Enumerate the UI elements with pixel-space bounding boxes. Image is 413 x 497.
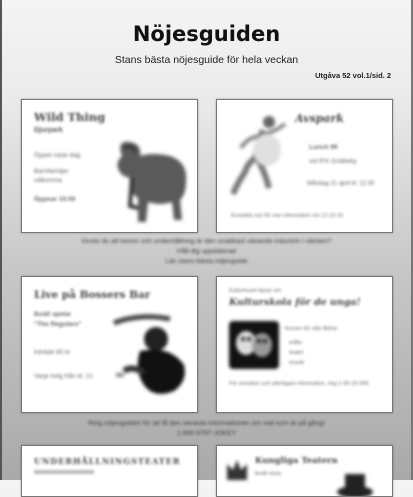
ad-line: Måndag 21 april kl. 12:30 [307, 181, 375, 187]
ad-line: Varje helg från kl. 21 [34, 373, 94, 380]
page-title: Nöjesguiden [132, 22, 281, 46]
ad-line: måla [289, 340, 302, 346]
ad-line: teater [289, 350, 304, 356]
band-line: 1-900-5797-JOKEY [176, 430, 237, 437]
ad-line: Barnfamiljer välkomna [34, 168, 69, 184]
page-edge-left [0, 0, 2, 480]
footballer-illustration [227, 114, 289, 198]
ad-footer: För anmälan och ytterligare information, ring 1-90-15-999 [229, 381, 369, 387]
band-line: Läs stans bästa nöjesguide [165, 258, 248, 265]
band-line: Håll dig uppdaterad [177, 248, 236, 255]
ad-title: Live på Bossers Bar [34, 289, 151, 301]
ad-top-line: Kulturhuset tipsar om [229, 288, 281, 294]
ad-subtitle: Djurpark [34, 127, 63, 134]
ad-card-wild-thing [21, 99, 198, 233]
ad-line: Öppnar 10:00 [34, 196, 76, 203]
hat-illustration [335, 468, 375, 497]
ad-line: "The Regulars" [34, 321, 82, 328]
ad-card-teater [21, 445, 198, 497]
ad-title: Kulturskola för de unga! [229, 297, 361, 308]
ad-title: Avspark [295, 112, 344, 125]
ad-line: Lunch 99 [309, 144, 338, 151]
theater-masks-icon [229, 321, 279, 369]
info-band-1 [20, 237, 393, 267]
issue-number: Utgåva 52 vol.1/sid. 2 [315, 71, 391, 80]
ad-card-kungliga-teatern [216, 445, 393, 497]
ad-line: Ikväll spelar [34, 311, 72, 318]
page-subtitle: Stans bästa nöjesguide för hela veckan [114, 54, 299, 66]
band-line: Ring nöjesguiden för att få den senaste informationen om vad som är på gång! [88, 420, 325, 427]
dog-illustration [108, 136, 192, 228]
musician-illustration [110, 309, 192, 407]
ad-title: UNDERHÅLLNINGSTEATER [34, 456, 181, 466]
ad-card-kulturskola [216, 276, 393, 413]
info-band-2 [20, 419, 393, 439]
ad-line: Kurser för alla åldrar [285, 326, 338, 332]
ad-card-avspark [216, 99, 393, 233]
ad-card-bossers-bar [21, 276, 198, 413]
band-line: Visste du att turism och underhållning är den snabbast växande industrin i världen? [81, 238, 332, 245]
ad-line: Inträde 80 kr [34, 349, 71, 356]
ad-line: ikväll visas [255, 471, 282, 477]
ad-title: Kungliga Teatern [255, 456, 338, 466]
ad-line: vid IFK Gnälleby [309, 158, 357, 165]
ad-line: Öppet varje dag [34, 152, 81, 159]
ad-line-placeholder [34, 470, 94, 474]
ad-title: Wild Thing [34, 110, 106, 124]
ad-footer: Kontakta oss för mer information om 12-10-15 [231, 213, 344, 219]
ad-line: musik [289, 360, 305, 366]
